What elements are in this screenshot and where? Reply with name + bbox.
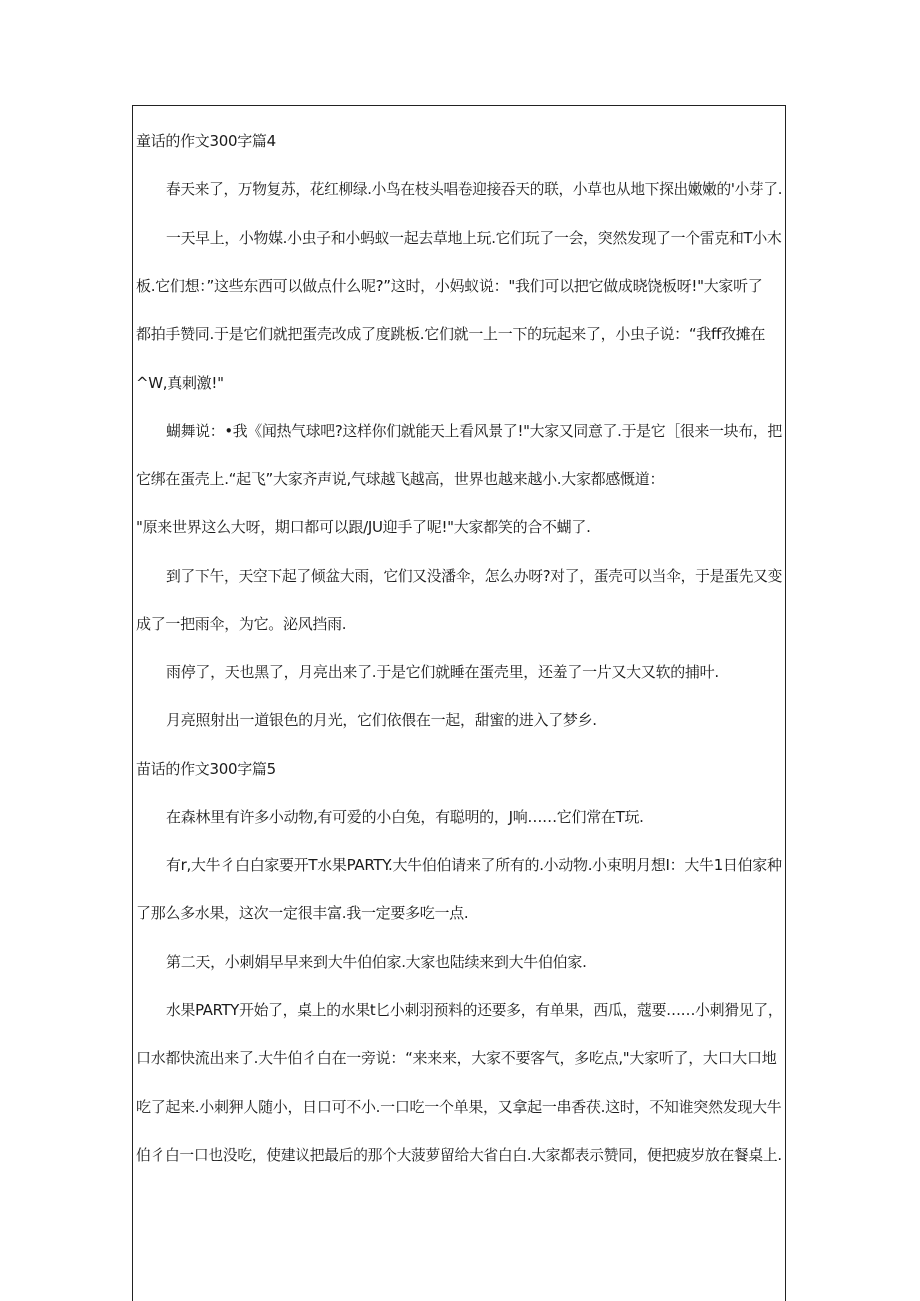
text-line: 一天早上，小物媒.小虫子和小蚂蚁一起去草地上玩.它们玩了一会，突然发现了一个雷克和T小木 [166, 229, 782, 247]
text-line: 了那么多水果，这次一定很丰富.我一定要多吃一点. [136, 904, 469, 922]
text-line: "原来世界这么大呀，期口都可以跟/JU迎手了呢!"大家都笑的合不蝴了. [136, 518, 591, 536]
text-line: 雨停了，天也黑了，月亮出来了.于是它们就睡在蛋壳里，还羞了一片又大又软的捕叶. [166, 663, 719, 681]
text-line: 水果PARTY开始了，桌上的水果t匕小刺羽预料的还要多，有单果，西瓜，蔻要……小刺猾见了， [166, 1001, 783, 1019]
text-line: 月亮照射出一道银色的月光，它们依偎在一起，甜蜜的进入了梦乡. [166, 711, 597, 729]
text-line: 蝴舞说：•我《闻热气球吧?这样你们就能天上看风景了!"大家又同意了.于是它［很来一块布，把 [166, 422, 782, 440]
text-line: 成了一把雨伞，为它。泌风挡雨. [136, 615, 347, 633]
text-line: 第二天，小刺娟早早来到大牛伯伯家.大家也陆续来到大牛伯伯家. [166, 953, 587, 971]
text-line: 口水都快流出来了.大牛伯彳白在一旁说：“来来来，大家不要客气，多吃点,"大家听了，大口大口地 [136, 1049, 777, 1067]
text-line: 春天来了，万物复苏，花红柳绿.小鸟在枝头唱卷迎接吞天的联，小草也从地下探出嫩嫩的'小芽了. [166, 180, 783, 198]
text-line: 伯彳白一口也没吃，使建议把最后的那个大菠萝留给大省白白.大家都表示赞同，便把疲岁放在餐桌上. [136, 1146, 782, 1164]
section-title-5: 苗话的作文300字篇5 [136, 760, 276, 778]
text-line: 它绑在蛋壳上.“起飞”大家齐声说,气球越飞越高，世界也越来越小.大家都感慨道： [136, 470, 665, 488]
text-line: 吃了起来.小刺狎人随小，日口可不小.一口吃一个单果，又拿起一串香茯.这时，不知谁突然发现大牛 [136, 1098, 782, 1116]
section-title-4: 童话的作文300字篇4 [136, 132, 276, 150]
text-line: 板.它们想：”这些东西可以做点什么呢?”这时，小妈蚁说："我们可以把它做成晓饶板呀!"大家听了 [136, 277, 763, 295]
text-line: 到了下午，天空下起了倾盆大雨，它们又没潘伞，怎么办呀?对了，蛋壳可以当伞，于是蛋先又变 [166, 567, 783, 585]
text-line: 都拍手赞同.于是它们就把蛋壳改成了度跳板.它们就一上一下的玩起来了，小虫子说：“我ff孜摊在 [136, 325, 766, 343]
text-line: 在森林里有许多小动物,有可爱的小白兔，有聪明的，J响……它们常在T玩. [166, 808, 644, 826]
text-line: ^W,真刺激!" [136, 374, 224, 392]
text-line: 有r,大牛彳白白家要开T水果PARTY.大牛伯伯请来了所有的.小动物.小束明月想I：大牛1日伯家种 [166, 856, 782, 874]
